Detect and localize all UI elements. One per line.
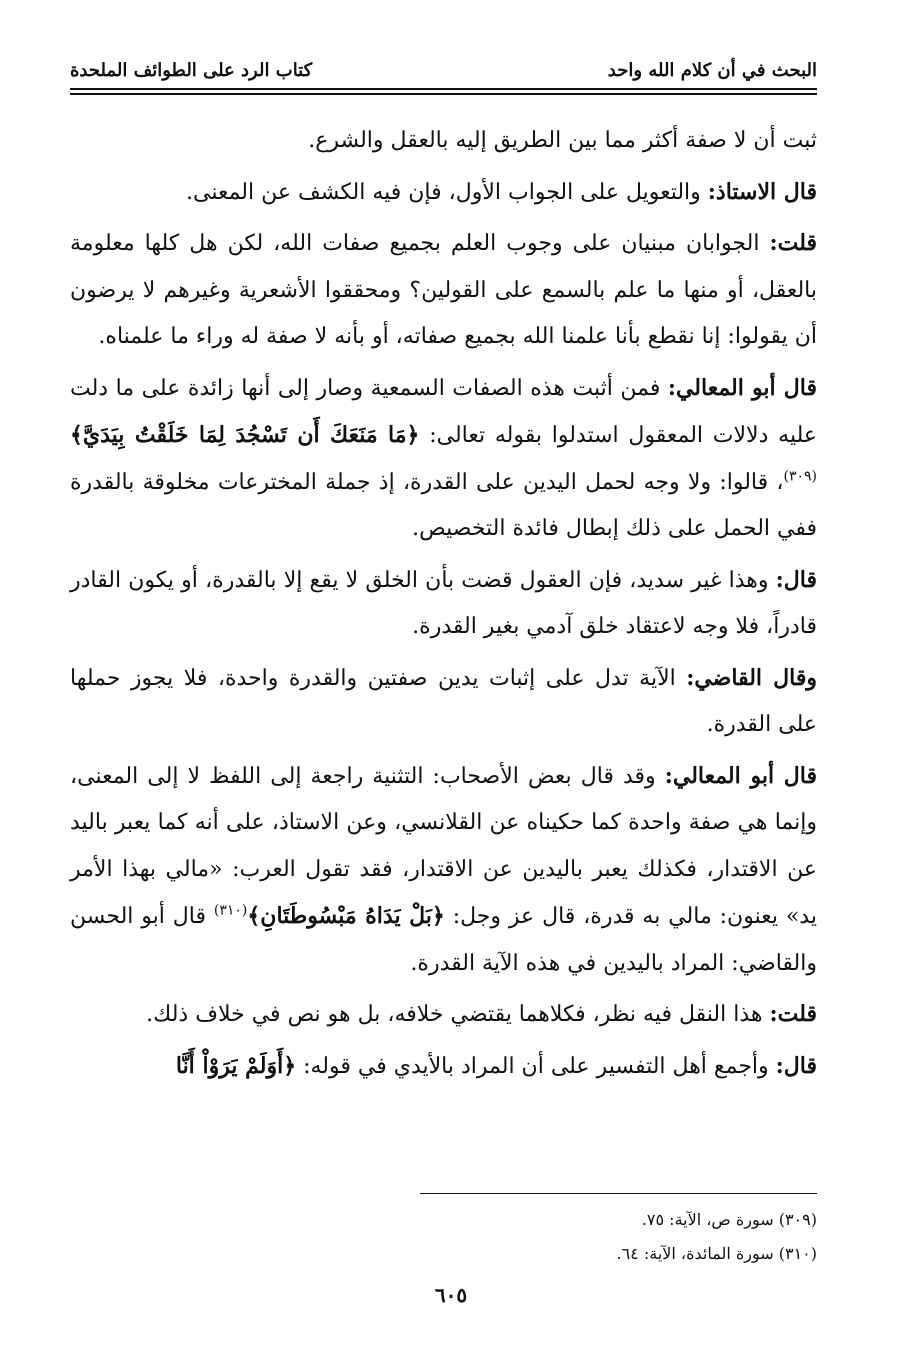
- footnote: (٣٠٩) سورة ص، الآية: ٧٥.: [641, 1210, 817, 1229]
- footnote-ref: (٣٠٩): [783, 468, 817, 485]
- paragraph-5: قال: وهذا غير سديد، فإن العقول قضت بأن الخلق لا يقع إلا بالقدرة، أو يكون القادر قادراً، فلا وجه لاعتقاد خلق آدمي بغير القدرة.: [70, 566, 817, 639]
- header-rule-bottom: [70, 93, 817, 95]
- quran-verse: ﴿مَا مَنَعَكَ أَن تَسْجُدَ لِمَا خَلَقْتُ بِيَدَيَّ﴾: [70, 422, 420, 448]
- speaker-label: قال الاستاذ:: [707, 178, 817, 205]
- paragraph-3: قلت: الجوابان مبنيان على وجوب العلم بجميع صفات الله، لكن هل كلها معلومة بالعقل، أو منها ما علم بالسمع على القولين؟ ومحققوا الأشعرية وغيرهم لا يرضون أن يقولوا: إنا نقطع بأنا علمنا الله بجميع صفاته، أو بأنه لا صفة له وراء ما علمناه.: [70, 230, 817, 349]
- speaker-label: وقال القاضي:: [686, 664, 817, 691]
- page-body: [70, 118, 817, 1094]
- quran-verse: ﴿بَلْ يَدَاهُ مَبْسُوطَتَانِ﴾: [247, 903, 445, 929]
- paragraph-6: وقال القاضي: الآية تدل على إثبات يدين صفتين والقدرة واحدة، فلا يجوز حملها على القدرة.: [70, 664, 817, 737]
- footnote: (٣١٠) سورة المائدة، الآية: ٦٤.: [616, 1244, 817, 1263]
- footnote-rule: [420, 1193, 817, 1194]
- paragraph-7: قال أبو المعالي: وقد قال بعض الأصحاب: التثنية راجعة إلى اللفظ لا إلى المعنى، وإنما هي صفة واحدة كما حكيناه عن القلانسي، وعن الاستاذ، على أنه كما يعبر باليد عن الاقتدار، فكذلك يعبر باليدين عن الاقتدار، فقد تقول العرب: «مالي بهذا الأمر يد» يعنون: مالي به قدرة، قال عز وجل: ﴿بَلْ يَدَاهُ مَبْسُوطَتَانِ﴾$^{(٣١٠)}$ قال أبو الحسن والقاضي: المراد باليدين في هذه الآية القدرة.: [70, 762, 818, 976]
- footnote-ref: (٣١٠): [213, 902, 248, 919]
- speaker-label: قال:: [775, 566, 817, 593]
- quran-verse: ﴿أَوَلَمْ يَرَوْاْ أَنَّا: [175, 1052, 297, 1079]
- page-number: ٦٠٥: [434, 1283, 468, 1307]
- header-rule-top: [70, 88, 817, 90]
- header-left-title: كتاب الرد على الطوائف الملحدة: [70, 59, 313, 81]
- speaker-label: قال:: [775, 1052, 817, 1079]
- paragraph-2: قال الاستاذ: والتعويل على الجواب الأول، فإن فيه الكشف عن المعنى.: [186, 178, 817, 205]
- running-header: [70, 52, 817, 88]
- paragraph-9: قال: وأجمع أهل التفسير على أن المراد بالأيدي في قوله: ﴿أَوَلَمْ يَرَوْاْ أَنَّا: [175, 1052, 817, 1079]
- paragraph-1: ثبت أن لا صفة أكثر مما بين الطريق إليه بالعقل والشرع.: [308, 128, 817, 153]
- speaker-label: قلت:: [769, 230, 817, 256]
- speaker-label: قال أبو المعالي:: [664, 762, 818, 789]
- header-right-title: البحث في أن كلام الله واحد: [607, 59, 817, 81]
- footnotes: [70, 1203, 817, 1271]
- paragraph-8: قلت: هذا النقل فيه نظر، فكلاهما يقتضي خلافه، بل هو نص في خلاف ذلك.: [146, 1001, 817, 1027]
- paragraph-4: قال أبو المعالي: فمن أثبت هذه الصفات السمعية وصار إلى أنها زائدة على ما دلت عليه دلالات المعقول استدلوا بقوله تعالى: ﴿مَا مَنَعَكَ أَن تَسْجُدَ لِمَا خَلَقْتُ بِيَدَيَّ﴾$^{(٣٠٩)}$، قالوا: ولا وجه لحمل اليدين على القدرة، إذ جملة المخترعات مخلوقة بالقدرة ففي الحمل على ذلك إبطال فائدة التخصيص.: [70, 374, 817, 541]
- speaker-label: قلت:: [769, 1001, 817, 1027]
- speaker-label: قال أبو المعالي:: [667, 374, 817, 401]
